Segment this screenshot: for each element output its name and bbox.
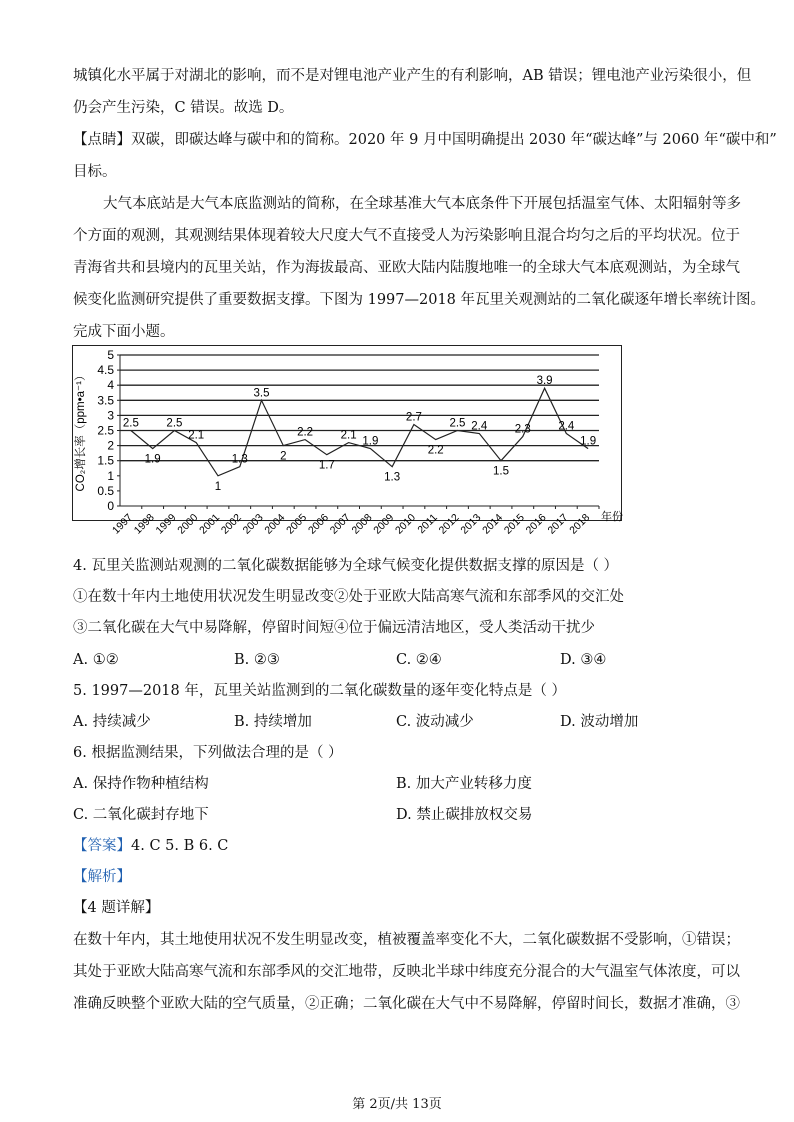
answer-line (73, 836, 228, 856)
x-tick-label: 2002 (218, 511, 244, 537)
data-label: 3.9 (536, 375, 553, 388)
q4-detail-heading: 【4 题详解】 (73, 900, 160, 916)
data-label: 2.2 (427, 444, 444, 457)
data-label: 2.7 (405, 411, 422, 424)
x-tick-label: 2011 (415, 511, 440, 537)
y-tick-label: 3.5 (97, 393, 114, 408)
x-tick-label: 1997 (110, 511, 136, 537)
tip-line: 【点睛】双碳，即碳达峰与碳中和的简称。2020 年 9 月中国明确提出 2030 年“碳达峰”与 2060 年“碳中和” (73, 132, 777, 148)
q4-option-b: B. ②③ (234, 652, 280, 668)
data-label: 2.5 (166, 417, 183, 430)
x-tick-label: 1998 (131, 511, 157, 537)
data-label: 2.5 (449, 417, 466, 430)
x-tick-label: 2012 (436, 511, 462, 537)
y-tick-label: 4.5 (97, 363, 114, 378)
data-label: 2 (280, 450, 287, 463)
x-axis-label: 年份 (601, 511, 623, 523)
intro-line: 青海省共和县境内的瓦里关站，作为海拔最高、亚欧大陆内陆腹地唯一的全球大气本底观测站，为全球气 (73, 260, 740, 276)
y-tick-label: 2.5 (97, 423, 114, 438)
y-tick-label: 4 (107, 378, 114, 393)
x-tick-label: 2014 (480, 511, 506, 537)
x-tick-label: 2010 (393, 511, 419, 537)
q5-option-d: D. 波动增加 (560, 714, 639, 730)
q4-option-a: A. ①② (73, 652, 119, 668)
data-label: 3.5 (253, 387, 270, 400)
intro-line: 个方面的观测，其观测结果体现着较大尺度大气不直接受人为污染影响且混合均匀之后的平均状况。位于 (73, 228, 740, 244)
explanation-line: 准确反映整个亚欧大陆的空气质量，②正确；二氧化碳在大气中不易降解，停留时间长，数据才准确，③ (73, 996, 740, 1012)
question-4: 4. 瓦里关监测站观测的二氧化碳数据能够为全球气候变化提供数据支撑的原因是（ ） (73, 558, 619, 574)
x-tick-label: 2017 (545, 511, 571, 537)
x-tick-label: 2009 (371, 511, 397, 537)
y-tick-label: 1 (107, 468, 114, 483)
explanation-line: 其处于亚欧大陆高寒气流和东部季风的交汇地带，反映北半球中纬度充分混合的大气温室气体浓度，可以 (73, 964, 740, 980)
data-label: 2.1 (188, 429, 205, 442)
q4-statement: ③二氧化碳在大气中易降解，停留时间短④位于偏远清洁地区，受人类活动干扰少 (73, 620, 595, 636)
x-tick-label: 2008 (349, 511, 375, 537)
y-tick-label: 5 (107, 348, 114, 362)
data-label: 2.4 (558, 420, 575, 433)
x-tick-label: 2007 (327, 511, 353, 537)
q5-option-a: A. 持续减少 (73, 714, 151, 730)
data-label: 1.3 (231, 453, 248, 466)
q6-option-d: D. 禁止碳排放权交易 (396, 807, 533, 823)
q6-option-a: A. 保持作物种植结构 (73, 776, 209, 792)
data-label: 2.2 (297, 426, 314, 439)
q6-option-b: B. 加大产业转移力度 (396, 776, 532, 792)
x-tick-label: 2016 (523, 511, 549, 537)
answer-body: 4. C 5. B 6. C (131, 838, 229, 854)
x-tick-label: 2018 (567, 511, 593, 537)
data-label: 2.1 (340, 429, 357, 442)
data-label: 1.9 (580, 435, 597, 448)
data-label: 1.5 (493, 465, 510, 478)
intro-line: 大气本底站是大气本底监测站的简称，在全球基准大气本底条件下开展包括温室气体、太阳辐射等多 (103, 196, 741, 212)
y-axis-label: CO₂增长率（ppm•a⁻¹） (75, 369, 87, 492)
data-label: 1.7 (318, 459, 335, 472)
data-label: 1.9 (144, 453, 161, 466)
intro-line: 完成下面小题。 (73, 324, 175, 340)
data-label: 2.5 (122, 417, 139, 430)
x-tick-label: 1999 (153, 511, 179, 537)
x-tick-label: 2013 (458, 511, 484, 537)
y-tick-label: 1.5 (97, 453, 114, 468)
text-line: 城镇化水平属于对湖北的影响，而不是对锂电池产业产生的有利影响，AB 错误；锂电池产业污染很小，但 (73, 68, 752, 84)
y-tick-label: 2 (107, 438, 114, 453)
question-6: 6. 根据监测结果，下列做法合理的是（ ） (73, 745, 343, 761)
q6-option-c: C. 二氧化碳封存地下 (73, 807, 209, 823)
data-label: 2.4 (471, 420, 488, 433)
tip-line: 目标。 (73, 164, 117, 180)
q4-option-d: D. ③④ (560, 652, 607, 668)
x-tick-label: 2003 (240, 511, 266, 537)
co2-growth-chart (72, 345, 623, 537)
x-tick-label: 2004 (262, 511, 288, 537)
y-tick-label: 3 (107, 408, 114, 423)
q5-option-b: B. 持续增加 (234, 714, 312, 730)
data-label: 1.3 (384, 471, 401, 484)
x-tick-label: 2005 (284, 511, 310, 537)
x-tick-label: 2000 (175, 511, 201, 537)
page-footer: 第 2页/共 13页 (352, 1097, 442, 1112)
q4-statement: ①在数十年内土地使用状况发生明显改变②处于亚欧大陆高寒气流和东部季风的交汇处 (73, 589, 624, 605)
y-tick-label: 0 (107, 499, 114, 513)
data-label: 1.9 (362, 435, 379, 448)
explanation-line: 在数十年内，其土地使用状况不发生明显改变，植被覆盖率变化不大，二氧化碳数据不受影响，①错误； (73, 932, 740, 948)
answer-tag: 【答案】 (73, 838, 131, 854)
question-5: 5. 1997—2018 年，瓦里关站监测到的二氧化碳数量的逐年变化特点是（ ） (73, 683, 566, 699)
analysis-tag: 【解析】 (73, 869, 131, 885)
y-tick-label: 0.5 (97, 483, 114, 498)
data-label: 2.3 (514, 423, 531, 436)
x-tick-label: 2001 (197, 511, 223, 537)
q4-option-c: C. ②④ (396, 652, 442, 668)
intro-line: 候变化监测研究提供了重要数据支撑。下图为 1997—2018 年瓦里关观测站的二氧化碳逐年增长率统计图。 (73, 292, 766, 308)
x-tick-label: 2015 (501, 511, 527, 537)
text-line: 仍会产生污染，C 错误。故选 D。 (73, 100, 294, 116)
x-tick-label: 2006 (305, 511, 331, 537)
q5-option-c: C. 波动减少 (396, 714, 474, 730)
data-label: 1 (214, 480, 222, 493)
